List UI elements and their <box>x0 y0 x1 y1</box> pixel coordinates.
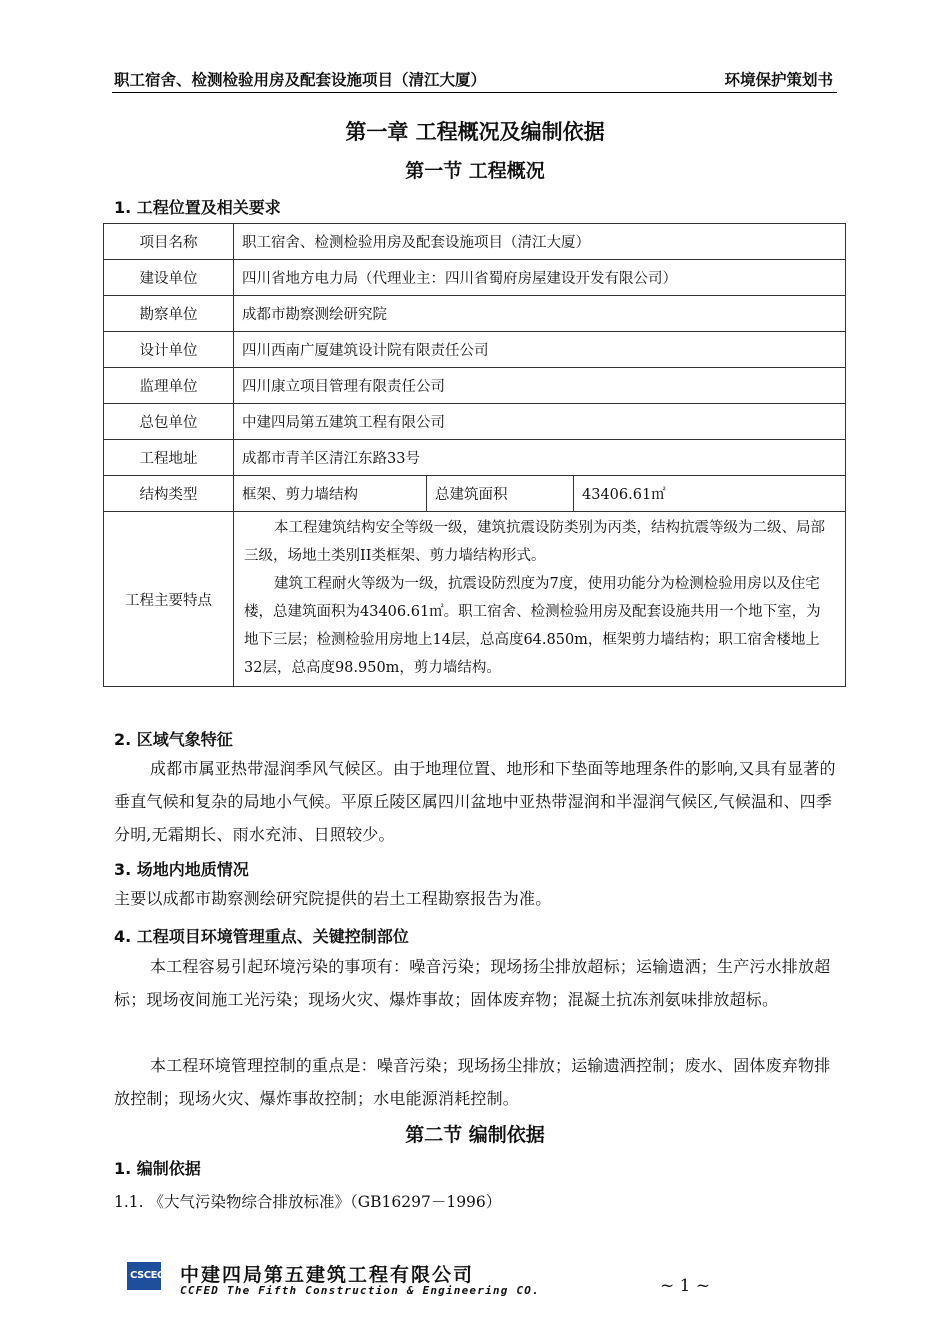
row-label: 建设单位 <box>104 260 234 296</box>
table-row <box>104 368 846 404</box>
page-header <box>112 66 837 93</box>
heading-climate: 2. 区域气象特征 <box>114 730 233 749</box>
heading-location: 1. 工程位置及相关要求 <box>114 198 281 217</box>
table-row <box>104 404 846 440</box>
climate-paragraph <box>114 752 844 851</box>
structure-value: 框架、剪力墙结构 <box>234 476 427 512</box>
area-label: 总建筑面积 <box>427 476 574 512</box>
row-label: 监理单位 <box>104 368 234 404</box>
header-project-name: 职工宿舍、检测检验用房及配套设施项目（清江大厦） <box>114 71 487 89</box>
env-text-2: 本工程环境管理控制的重点是：噪音污染；现场扬尘排放；运输遗洒控制；废水、固体废弃物排放控制；现场火灾、爆炸事故控制；水电能源消耗控制。 <box>114 1056 831 1108</box>
row-value: 四川省地方电力局（代理业主：四川省蜀府房屋建设开发有限公司） <box>234 260 846 296</box>
structure-label: 结构类型 <box>104 476 234 512</box>
table-row <box>104 476 846 512</box>
features-text-1: 本工程建筑结构安全等级一级，建筑抗震设防类别为丙类，结构抗震等级为二级、局部三级，场地土类别II类框架、剪力墙结构形式。 <box>244 520 825 564</box>
heading-basis: 1. 编制依据 <box>114 1159 201 1178</box>
row-value: 职工宿舍、检测检验用房及配套设施项目（清江大厦） <box>234 224 846 260</box>
features-cell <box>234 512 846 687</box>
project-info-table <box>103 223 846 687</box>
section-title-overview: 第一节 工程概况 <box>405 160 545 182</box>
table-row <box>104 332 846 368</box>
row-label: 勘察单位 <box>104 296 234 332</box>
features-text-2: 建筑工程耐火等级为一级，抗震设防烈度为7度，使用功能分为检测检验用房以及住宅楼，总建筑面积为43406.61㎡。职工宿舍、检测检验用房及配套设施共用一个地下室，为地下三层；检测检验用房地上14层，总高度64.850m，框架剪力墙结构；职工宿舍楼地上32层，总高度98.950m，剪力墙结构。 <box>244 576 821 676</box>
row-label: 总包单位 <box>104 404 234 440</box>
chapter-title: 第一章 工程概况及编制依据 <box>345 120 605 144</box>
features-label: 工程主要特点 <box>104 512 234 687</box>
row-value: 成都市青羊区清江东路33号 <box>234 440 846 476</box>
row-label: 设计单位 <box>104 332 234 368</box>
env-paragraph-2 <box>114 1049 844 1115</box>
table-row <box>104 224 846 260</box>
area-value: 43406.61㎡ <box>574 476 846 512</box>
footer-company-en: CCFED The Fifth Construction & Engineering CO. <box>180 1284 540 1297</box>
features-paragraph-2 <box>244 570 833 682</box>
row-value: 四川康立项目管理有限责任公司 <box>234 368 846 404</box>
table-row <box>104 512 846 687</box>
table-row <box>104 440 846 476</box>
company-logo-icon <box>127 1262 164 1290</box>
heading-geology: 3. 场地内地质情况 <box>114 860 249 879</box>
table-row <box>104 296 846 332</box>
section-title-basis: 第二节 编制依据 <box>405 1124 545 1146</box>
row-value: 中建四局第五建筑工程有限公司 <box>234 404 846 440</box>
geology-paragraph: 主要以成都市勘察测绘研究院提供的岩土工程勘察报告为准。 <box>114 889 552 908</box>
reference-item: 1.1. 《大气污染物综合排放标准》（GB16297－1996） <box>114 1193 502 1211</box>
row-label: 工程地址 <box>104 440 234 476</box>
row-value: 四川西南广厦建筑设计院有限责任公司 <box>234 332 846 368</box>
header-doc-type: 环境保护策划书 <box>724 71 833 89</box>
table-row <box>104 260 846 296</box>
footer-company-cn: 中建四局第五建筑工程有限公司 <box>180 1264 475 1286</box>
logo-text: CSCEC <box>130 1270 164 1281</box>
row-value: 成都市勘察测绘研究院 <box>234 296 846 332</box>
env-text-1: 本工程容易引起环境污染的事项有：噪音污染；现场扬尘排放超标；运输遗洒；生产污水排放超标；现场夜间施工光污染；现场火灾、爆炸事故；固体废弃物；混凝土抗冻剂氨味排放超标。 <box>114 957 831 1009</box>
page-number: ~ 1 ~ <box>660 1276 711 1296</box>
env-paragraph-1 <box>114 950 844 1016</box>
climate-text: 成都市属亚热带湿润季风气候区。由于地理位置、地形和下垫面等地理条件的影响,又具有显著的垂直气候和复杂的局地小气候。平原丘陵区属四川盆地中亚热带湿润和半湿润气候区,气候温和、四季分明,无霜期长、雨水充沛、日照较少。 <box>114 759 836 844</box>
features-paragraph-1 <box>244 514 833 570</box>
row-label: 项目名称 <box>104 224 234 260</box>
heading-env-management: 4. 工程项目环境管理重点、关键控制部位 <box>114 927 409 946</box>
